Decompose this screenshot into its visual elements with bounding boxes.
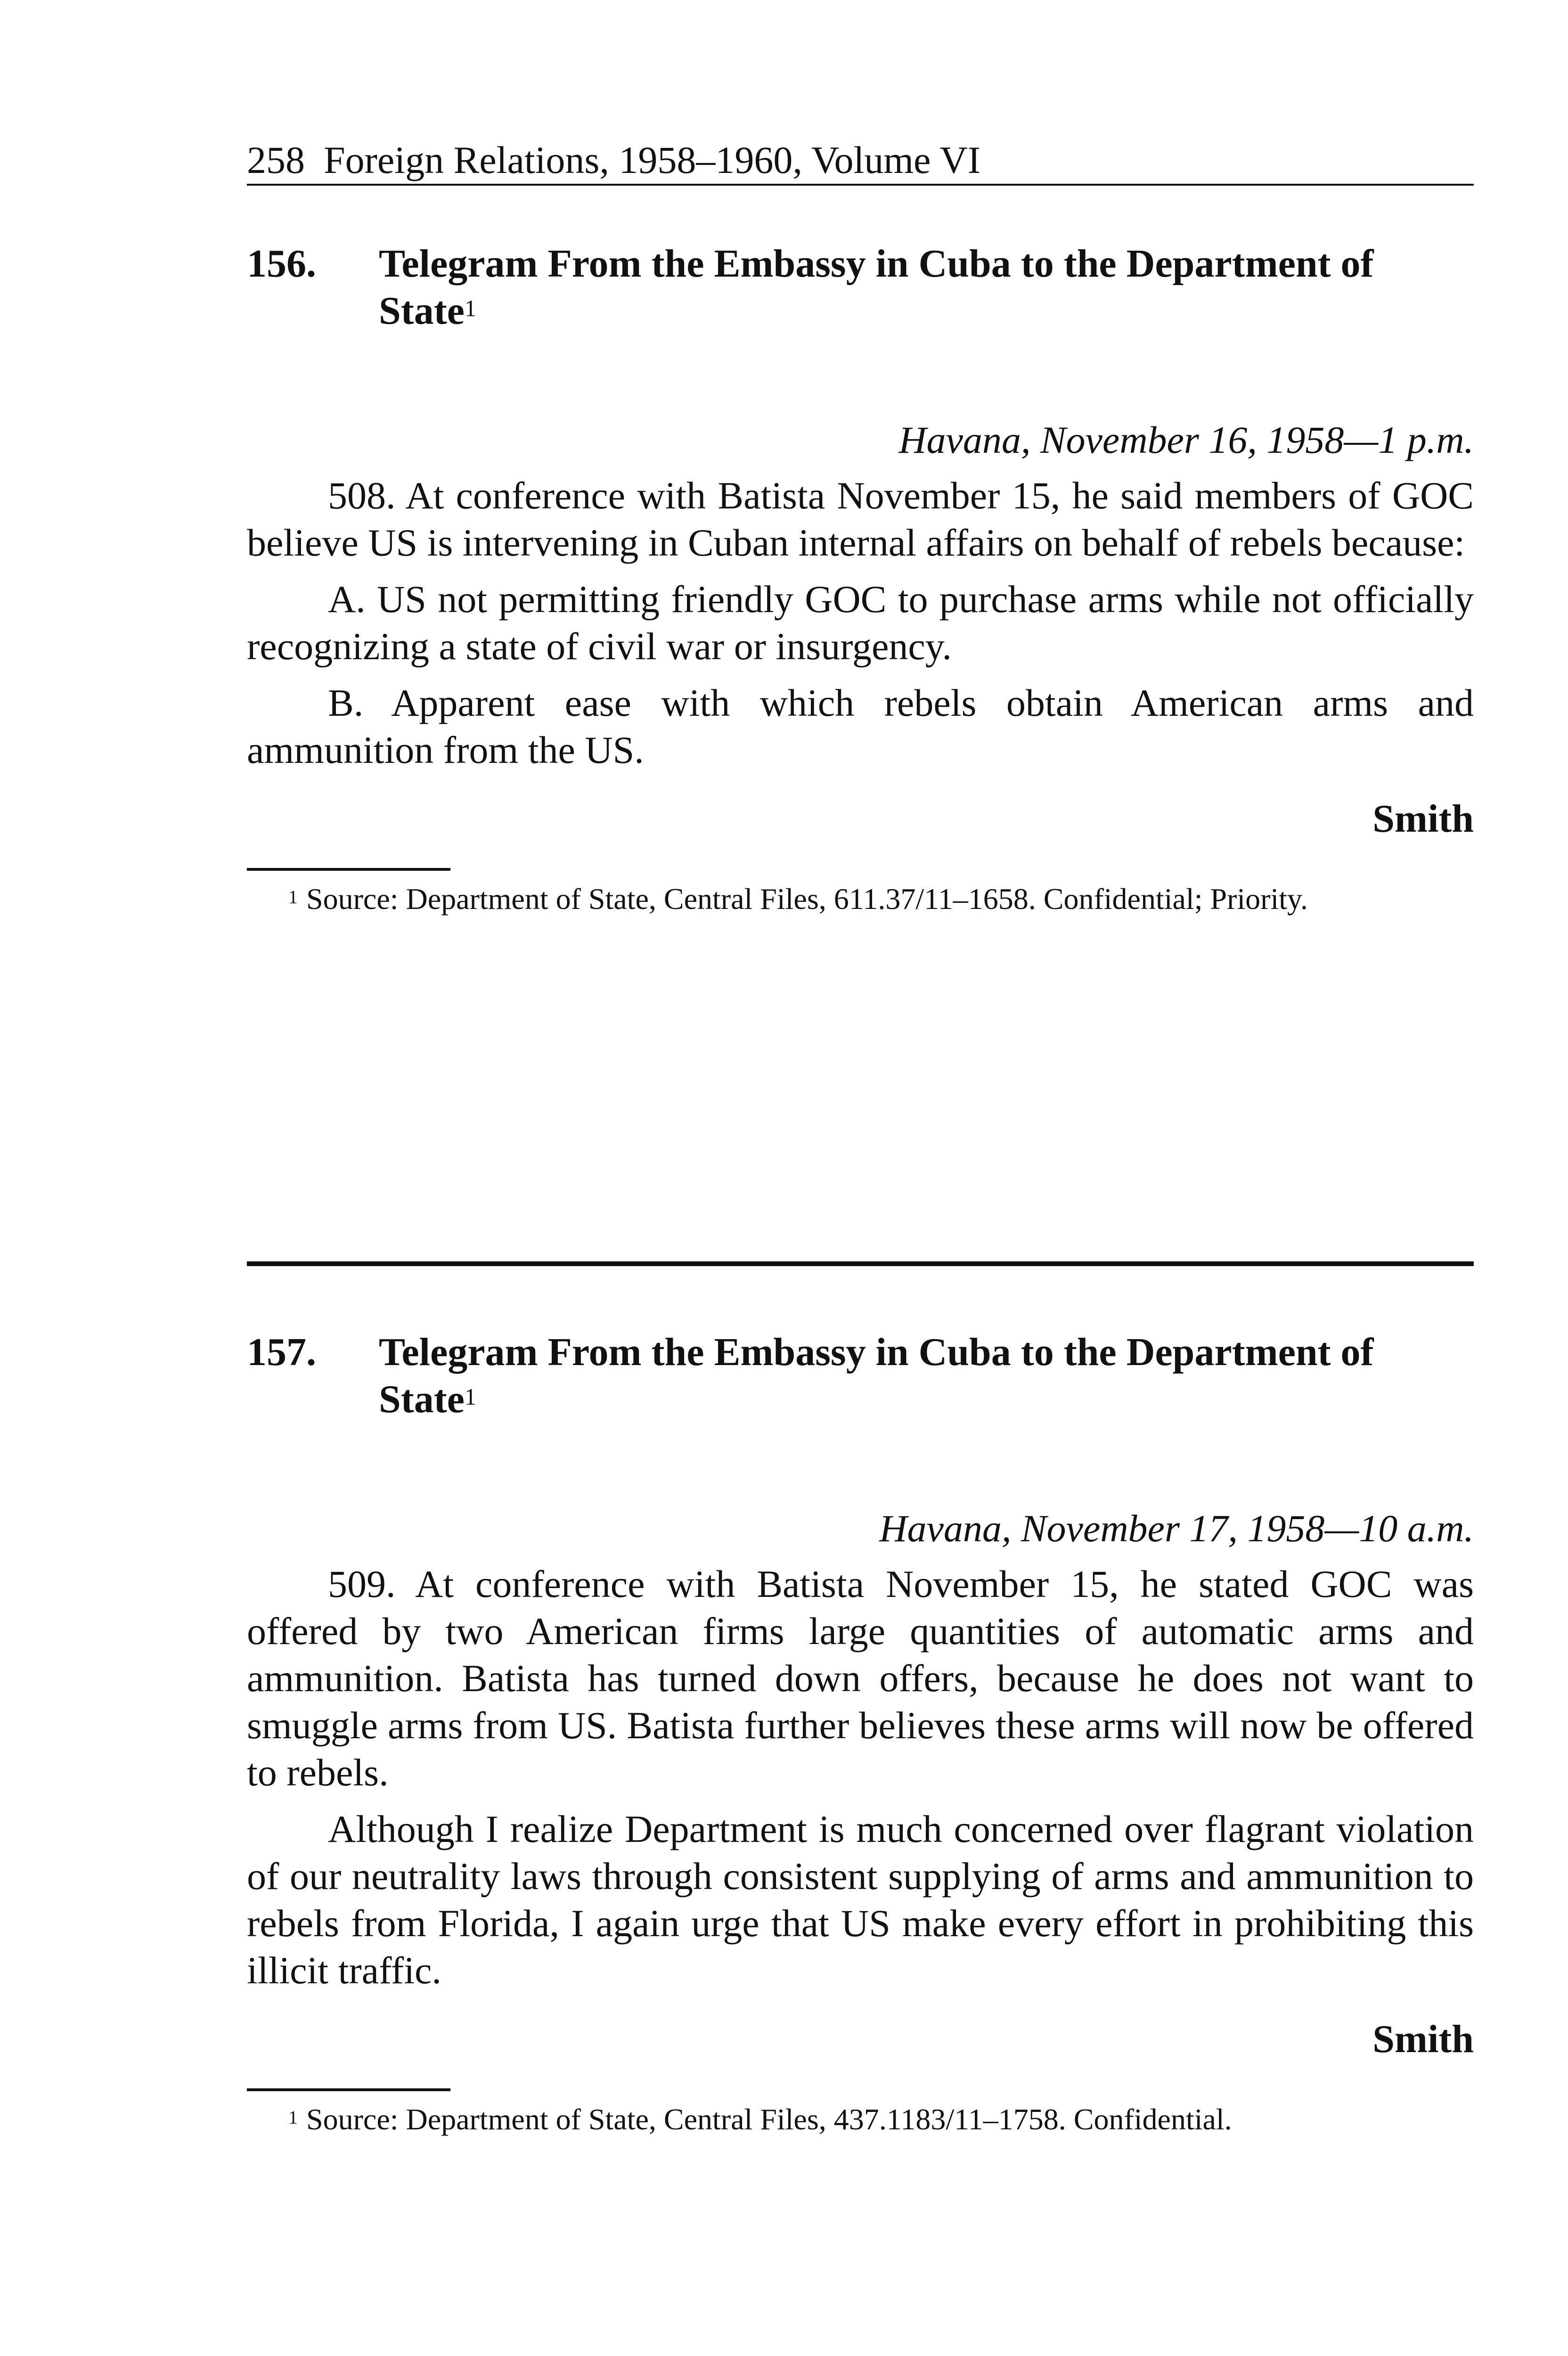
paragraph: A. US not permitting friendly GOC to purchase arms while not officially recognizing a state of civil war or insurgency. — [247, 578, 1474, 668]
signature: Smith — [1372, 797, 1474, 841]
footnote: $^1$ Source: Department of State, Central Files, 611.37/11–1658. Confidential; Priority. — [288, 882, 1308, 916]
section-divider — [247, 1261, 1474, 1266]
footnote: $^1$ Source: Department of State, Central Files, 437.1183/11–1758. Confidential. — [288, 2102, 1232, 2136]
footnote-rule — [247, 2088, 450, 2091]
document-number: 157. — [247, 1330, 316, 1374]
footnote-mark: 1 — [288, 2107, 298, 2128]
running-header — [247, 137, 1474, 186]
document-body — [247, 472, 1474, 774]
paragraph: Although I realize Department is much concerned over flagrant violation of our neutrality laws through consistent supplying of arms and ammunition to rebels from Florida, I again urge that US make every effort in prohibiting this illicit traffic. — [247, 1808, 1474, 1992]
footnote-mark: 1 — [288, 886, 298, 908]
document-heading — [247, 1329, 1474, 1423]
document-title: Telegram From the Embassy in Cuba to the Department of State$^1$ — [379, 1330, 1374, 1421]
footnote-reference: 1 — [464, 295, 476, 321]
document-number: 156. — [247, 242, 316, 286]
dateline: Havana, November 16, 1958—1 p.m. — [898, 418, 1474, 461]
paragraph: B. Apparent ease with which rebels obtain American arms and ammunition from the US. — [247, 681, 1474, 771]
paragraph: 509. At conference with Batista November 15, he stated GOC was offered by two American firms large quantities of automatic arms and ammunition. Batista has turned down offers, because he does not want to smuggle arms from US. Batista further believes these arms will now be offered to rebels. — [247, 1562, 1474, 1794]
footnote-reference: 1 — [464, 1383, 476, 1410]
running-title: Foreign Relations, 1958–1960, Volume VI — [324, 139, 980, 181]
document-body — [247, 1561, 1474, 1994]
paragraph: 508. At conference with Batista November 15, he said members of GOC believe US is intervening in Cuban internal affairs on behalf of rebels because: — [247, 474, 1474, 564]
document-title: Telegram From the Embassy in Cuba to the Department of State$^1$ — [379, 242, 1374, 333]
dateline: Havana, November 17, 1958—10 a.m. — [879, 1507, 1474, 1550]
document-156 — [247, 240, 1474, 921]
signature: Smith — [1372, 2017, 1474, 2061]
document-157 — [247, 1329, 1474, 2141]
page-number: 258 — [247, 139, 305, 181]
document-heading — [247, 240, 1474, 335]
footnote-rule — [247, 868, 450, 871]
